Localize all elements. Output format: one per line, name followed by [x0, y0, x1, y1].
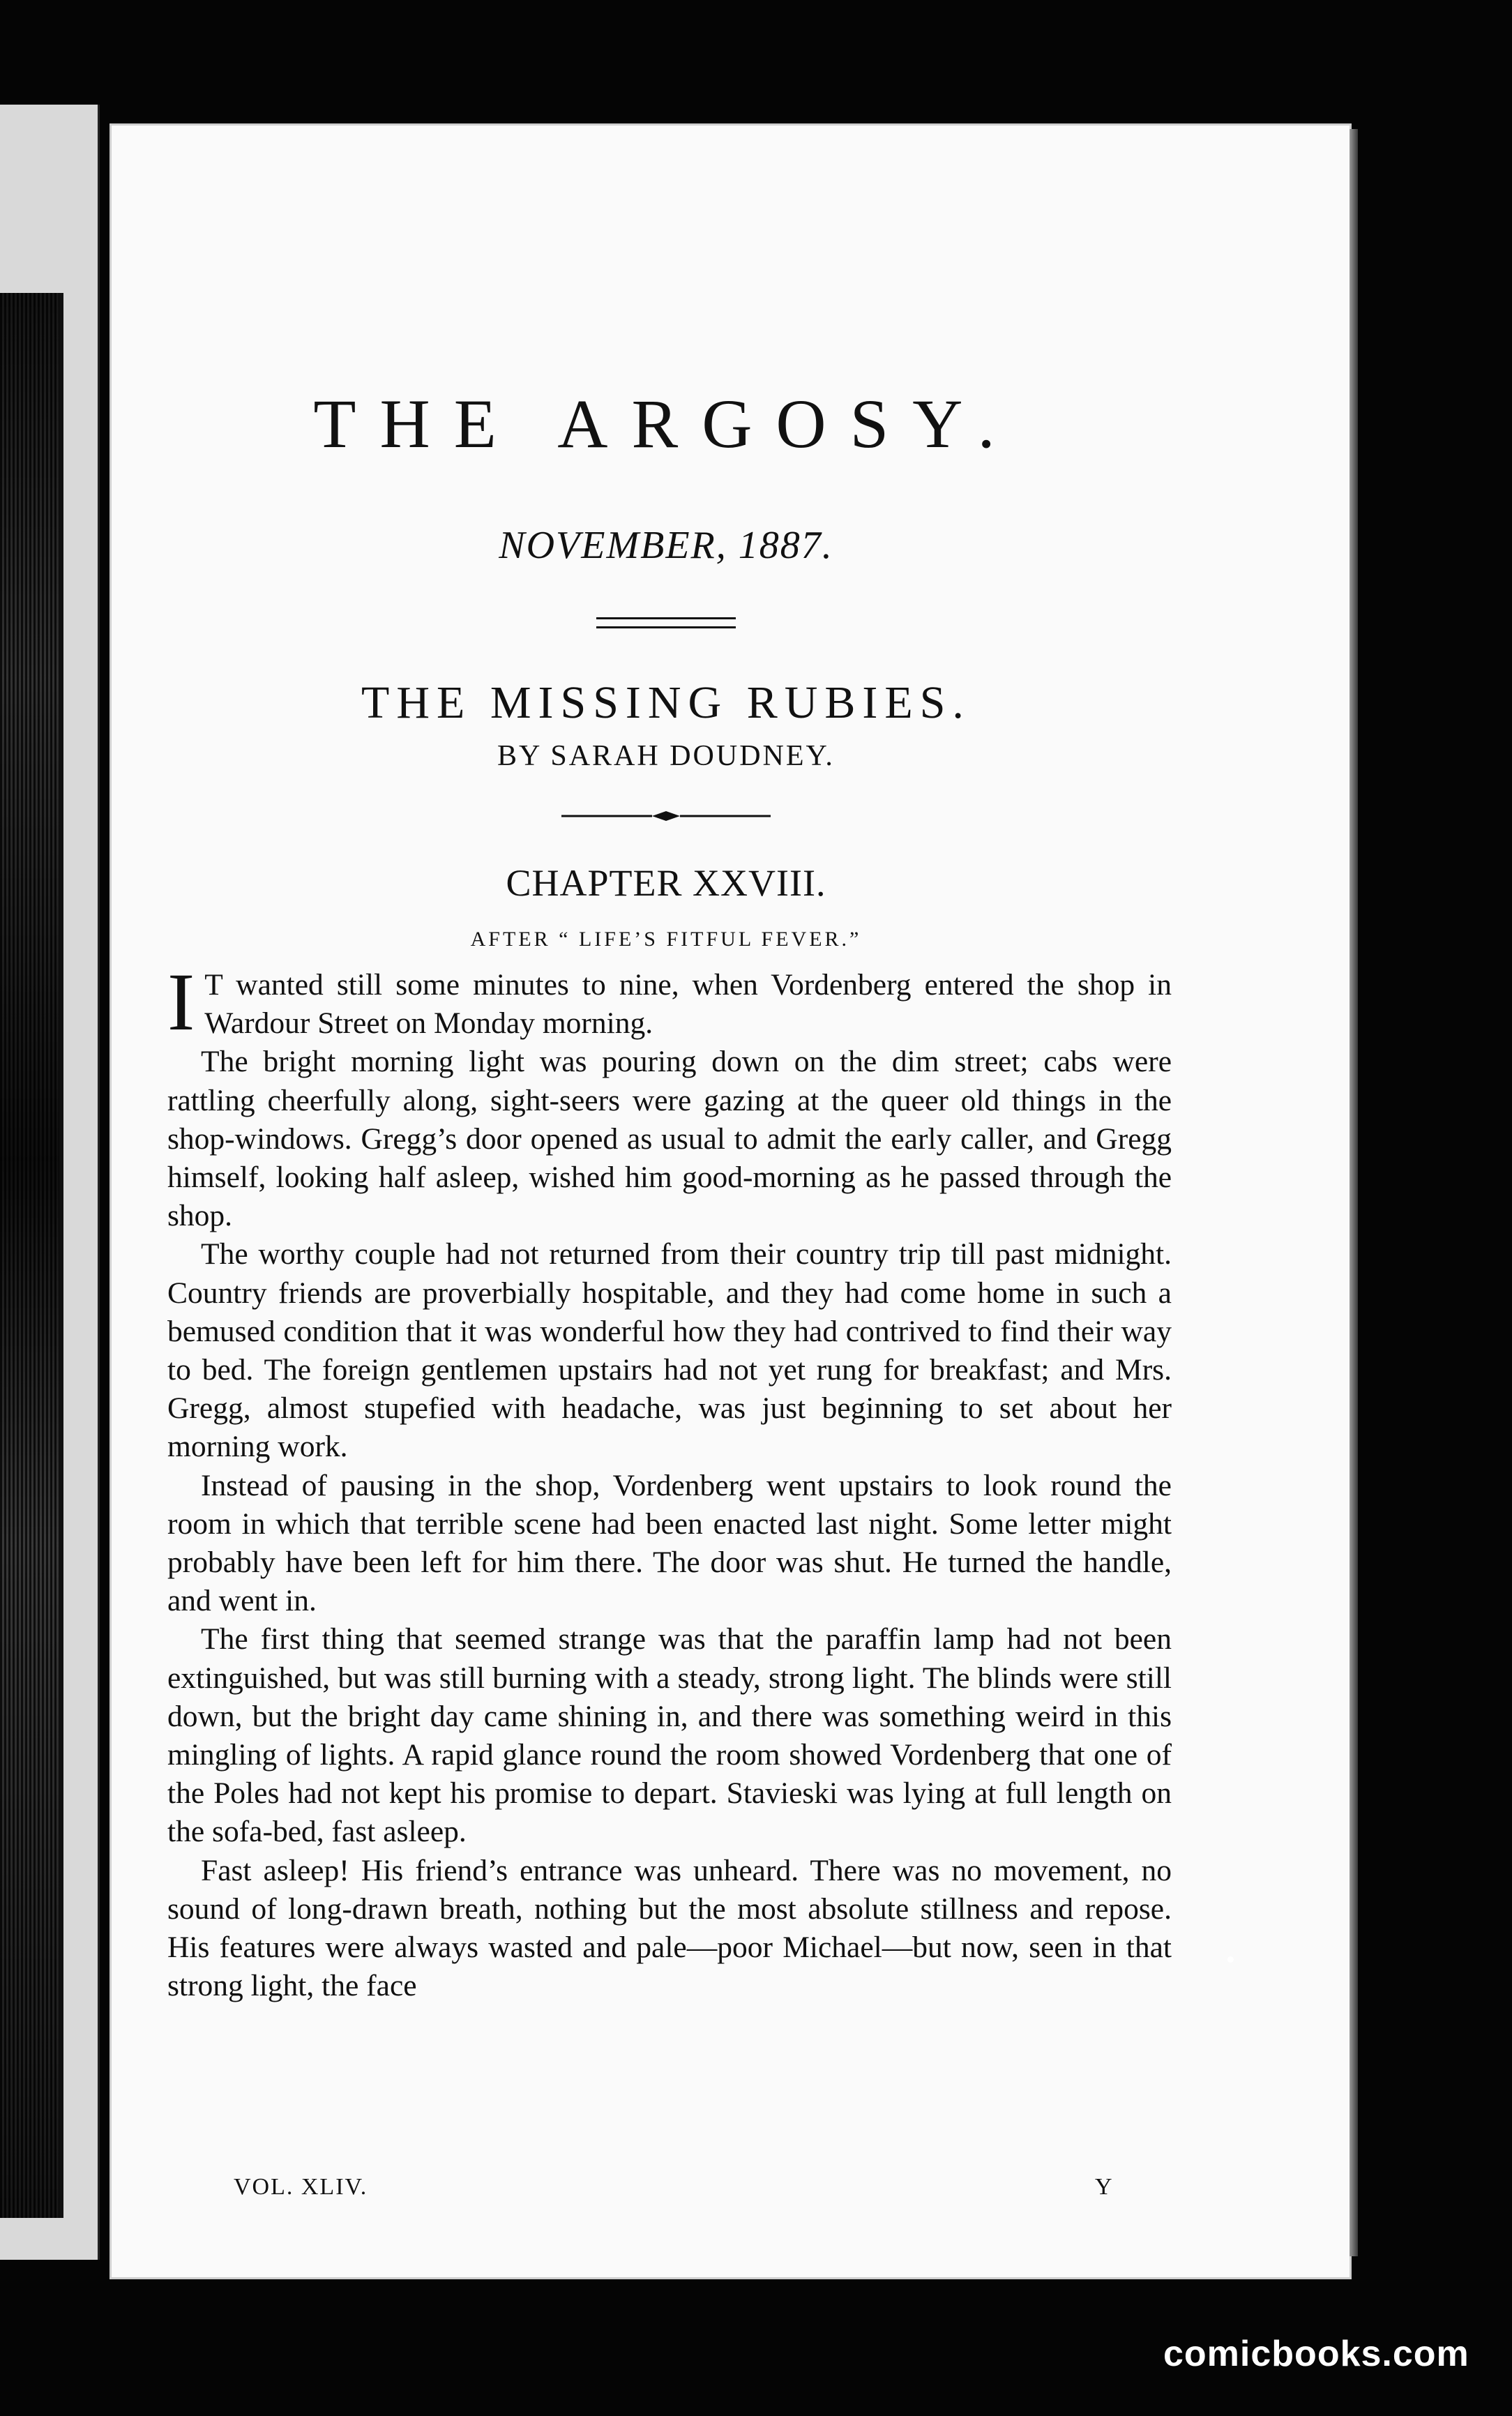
- double-rule-divider: [596, 617, 736, 628]
- paragraph: [167, 956, 1172, 1048]
- magazine-title: THE ARGOSY.: [313, 385, 1019, 462]
- paragraph: Fast asleep! His friend’s entrance was unheard. There was no movement, no sound of long-drawn breath, nothing but the most absolute stillness and repose. His features were always wasted and pale—poor Michael—but now, seen in that strong light, the face: [167, 1853, 1172, 2003]
- paragraph: The worthy couple had not returned from their country trip till past midnight. Country friends are proverbially hospitable, and they had come home in such a bemused condition that it was wonderful how they had contrived to find their way to bed. The foreign gentlemen upstairs had not yet rung for breakfast; and Mrs. Gregg, almost stupefied with headache, was just beginning to set about her morning work.: [167, 1237, 1172, 1464]
- chapter-subheading: AFTER “ LIFE’S FITFUL FEVER.”: [470, 928, 862, 951]
- magazine-page: [112, 126, 1350, 2277]
- dust-speck: [1227, 1956, 1234, 1963]
- previous-page-sliver: [0, 105, 100, 2260]
- drop-cap: I: [167, 956, 195, 1048]
- body-text: [167, 956, 1172, 2005]
- paragraph: The first thing that seemed strange was that the paraffin lamp had not been extinguished, but was still burning with a steady, strong light. The blinds were still down, but the bright day came shining in, and there was something weird in this mingling of lights. A rapid glance round the room showed Vordenberg that one of the Poles had not kept his promise to depart. Stavieski was lying at full length on the sofa-bed, fast asleep.: [167, 1622, 1172, 1849]
- site-watermark: comicbooks.com: [1163, 2334, 1469, 2374]
- volume-footer: VOL. XLIV.: [234, 2174, 368, 2200]
- engraving-illustration: [0, 293, 63, 2218]
- page-edge-shadow: [1350, 129, 1358, 2256]
- chapter-heading: CHAPTER XXVIII.: [506, 862, 826, 904]
- paragraph-text: T wanted still some minutes to nine, when Vordenberg entered the shop in Wardour Street on Monday morning.: [204, 968, 1172, 1041]
- ornament-divider-icon: [561, 809, 771, 823]
- story-author: BY SARAH DOUDNEY.: [497, 740, 835, 772]
- signature-mark: Y: [1095, 2174, 1112, 2200]
- issue-date: NOVEMBER, 1887.: [499, 524, 833, 567]
- paragraph: Instead of pausing in the shop, Vordenberg went upstairs to look round the room in which that terrible scene had been enacted last night. Some letter might probably have been left for him there. The door was shut. He turned the handle, and went in.: [167, 1468, 1172, 1618]
- story-title: THE MISSING RUBIES.: [361, 677, 971, 728]
- paragraph: The bright morning light was pouring down on the dim street; cabs were rattling cheerfully along, sight-seers were gazing at the queer old things in the shop-windows. Gregg’s door opened as usual to admit the early caller, and Gregg himself, looking half asleep, wished him good-morning as he passed through the shop.: [167, 1045, 1172, 1233]
